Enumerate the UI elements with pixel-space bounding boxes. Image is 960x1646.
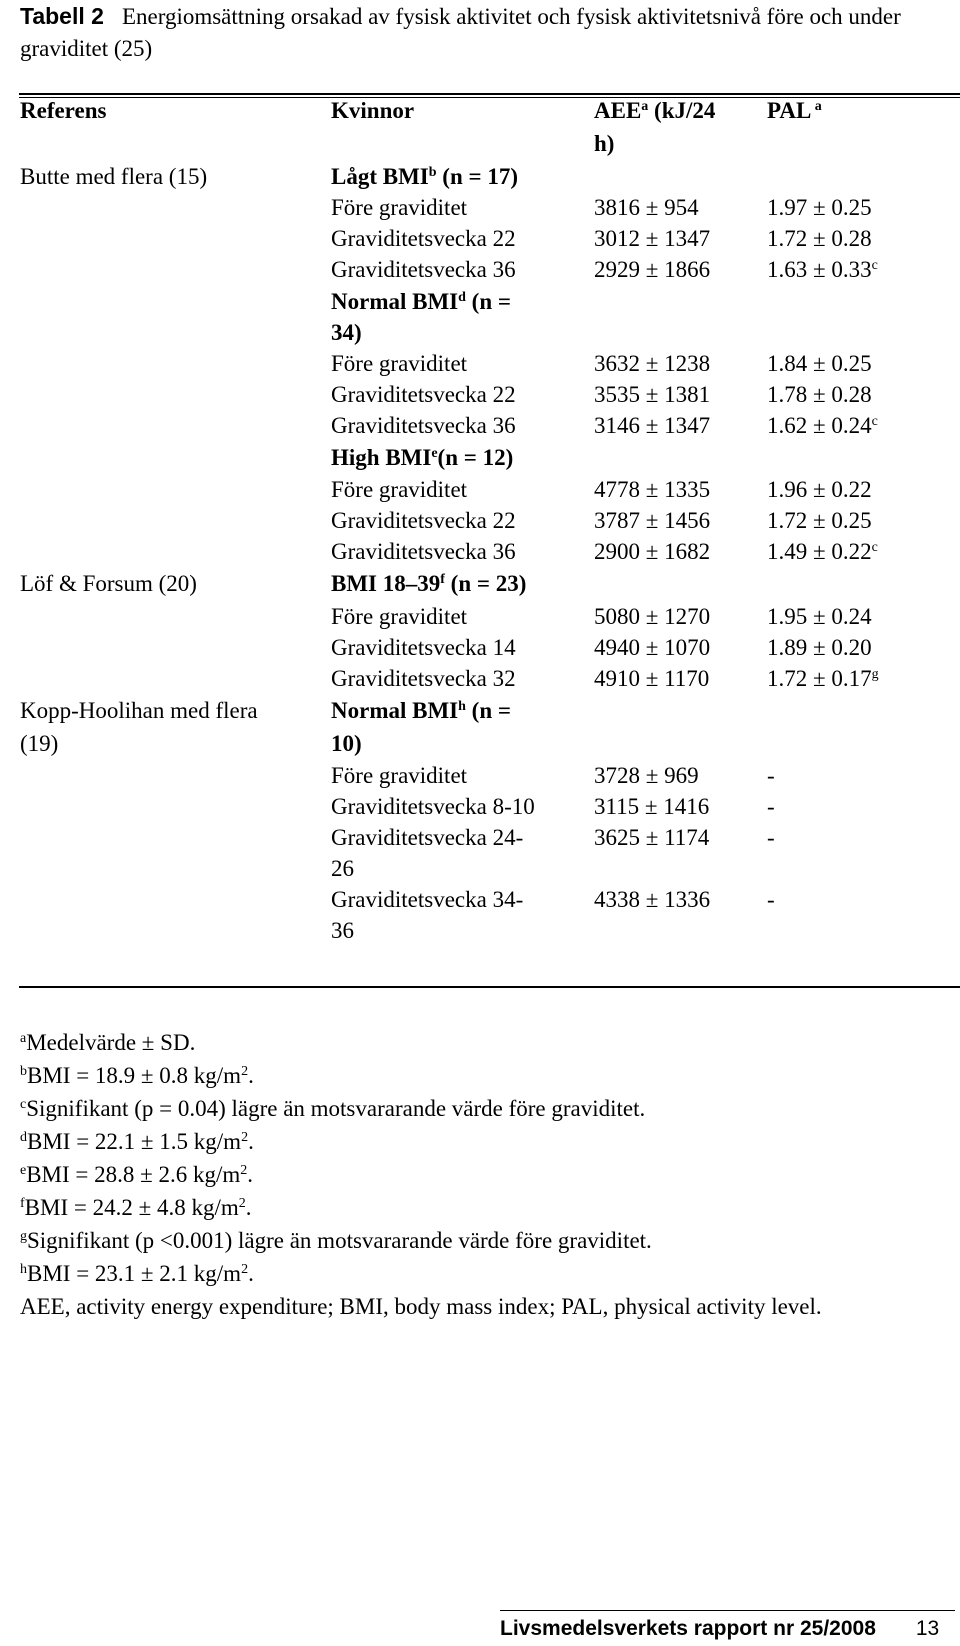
row-pal: - [767, 763, 775, 788]
row-pal: 1.96 ± 0.22 [767, 477, 872, 502]
group-bmi-18-39: BMI 18–39$^f$ (n = 23) [331, 571, 527, 596]
group-high-bmi: High $BMI^e(n = 12)$ [331, 445, 514, 470]
row-aee: 3632 ± 1238 [594, 351, 711, 376]
ref-butte: Butte med flera (15) [20, 164, 208, 189]
row-label: Graviditetsvecka 24- [331, 825, 524, 850]
footnote: $^d$BMI = 22.1 ± 1.5 $kg/m^2$. [20, 1129, 254, 1154]
row-label-line2: 36 [331, 918, 354, 943]
row-label: Graviditetsvecka 22 [331, 226, 516, 251]
footnote: $^g$Signifikant (p <0.001) lägre än motsvararande värde före graviditet. [20, 1228, 652, 1253]
row-aee: 4338 ± 1336 [594, 887, 711, 912]
group-normal-bmi-h: Normal BMI$^h$ (n = [331, 698, 511, 723]
row-aee: 3787 ± 1456 [594, 508, 711, 533]
header-pal: PAL $^a$ [767, 98, 822, 123]
row-label: Graviditetsvecka 36 [331, 257, 516, 282]
row-pal: 1.62 ± 0.24$^c$ [767, 413, 878, 438]
row-pal: 1.63 ± 0.33$^c$ [767, 257, 878, 282]
row-pal: 1.49 ± 0.22$^c$ [767, 539, 878, 564]
row-label: Graviditetsvecka 22 [331, 382, 516, 407]
ref-lof-forsum: Löf & Forsum (20) [20, 571, 197, 596]
footnote: $^h$BMI = 23.1 ± 2.1 $kg/m^2$. [20, 1261, 254, 1286]
row-label: Graviditetsvecka 32 [331, 666, 516, 691]
row-label: Graviditetsvecka 14 [331, 635, 516, 660]
ref-kopp-hoolihan: Kopp-Hoolihan med flera [20, 698, 258, 723]
table-caption [20, 0, 940, 65]
table-footnotes [20, 1026, 950, 1323]
row-aee: 4778 ± 1335 [594, 477, 711, 502]
row-pal: 1.89 ± 0.20 [767, 635, 872, 660]
ref-kopp-hoolihan-line2: (19) [20, 731, 59, 756]
row-label: Före graviditet [331, 604, 468, 629]
row-label: Före graviditet [331, 477, 468, 502]
footnote: $^e$BMI = 28.8 ± 2.6 $kg/m^2$. [20, 1162, 254, 1187]
row-pal: - [767, 825, 775, 850]
footnote: $^b$BMI = 18.9 ± 0.8 $kg/m^2$. [20, 1063, 254, 1088]
group-lagt-bmi: Lågt BMI$^b$ (n = 17) [331, 164, 519, 189]
row-label: Före graviditet [331, 763, 468, 788]
row-pal: 1.84 ± 0.25 [767, 351, 872, 376]
row-label: Graviditetsvecka 36 [331, 539, 516, 564]
row-label: Graviditetsvecka 36 [331, 413, 516, 438]
row-aee: 3625 ± 1174 [594, 825, 710, 850]
abbreviations-note: AEE, activity energy expenditure; BMI, body mass index; PAL, physical activity level. [20, 1294, 822, 1319]
page-number: 13 [915, 1617, 940, 1640]
row-pal: 1.72 ± 0.25 [767, 508, 872, 533]
row-pal: 1.95 ± 0.24 [767, 604, 872, 629]
row-aee: 3728 ± 969 [594, 763, 699, 788]
row-label: Före graviditet [331, 195, 468, 220]
table-number: Tabell 2 [20, 3, 104, 29]
row-label-line2: 26 [331, 856, 354, 881]
row-aee: 4940 ± 1070 [594, 635, 711, 660]
footer-rule [500, 1610, 955, 1611]
table-title: Energiomsättning orsakad av fysisk aktivitet och fysisk aktivitetsnivå före och under graviditet (25) [20, 4, 901, 61]
group-normal-bmi-d: Normal BMI$^d$ (n = [331, 289, 511, 314]
row-label: Graviditetsvecka 8-10 [331, 794, 535, 819]
page-footer [500, 1616, 939, 1641]
row-pal: 1.72 ± 0.17$^g$ [767, 666, 879, 691]
row-pal: 1.78 ± 0.28 [767, 382, 872, 407]
header-aee-unit: h) [594, 131, 615, 156]
row-pal: 1.97 ± 0.25 [767, 195, 872, 220]
footnote: $^f$BMI = 24.2 ± 4.8 $kg/m^2$. [20, 1195, 252, 1220]
row-aee: 3012 ± 1347 [594, 226, 711, 251]
group-normal-bmi-h-line2: 10) [331, 731, 362, 756]
row-pal: 1.72 ± 0.28 [767, 226, 872, 251]
row-aee: 4910 ± 1170 [594, 666, 710, 691]
row-aee: 3816 ± 954 [594, 195, 699, 220]
row-label: Graviditetsvecka 22 [331, 508, 516, 533]
row-pal: - [767, 794, 775, 819]
row-label: Före graviditet [331, 351, 468, 376]
header-aee: AEE$^a$ (kJ/24 [594, 98, 716, 123]
row-label: Graviditetsvecka 34- [331, 887, 524, 912]
row-aee: 3535 ± 1381 [594, 382, 711, 407]
row-aee: 3146 ± 1347 [594, 413, 711, 438]
footnote: $^c$Signifikant (p = 0.04) lägre än motsvararande värde före graviditet. [20, 1096, 646, 1121]
header-referens: Referens [20, 98, 107, 123]
table-bottom-rule [19, 986, 960, 988]
footnote: $^a$Medelvärde ± SD. [20, 1030, 196, 1055]
group-normal-bmi-d-line2: 34) [331, 320, 362, 345]
row-aee: 2929 ± 1866 [594, 257, 711, 282]
row-aee: 5080 ± 1270 [594, 604, 711, 629]
row-aee: 2900 ± 1682 [594, 539, 711, 564]
report-title: Livsmedelsverkets rapport nr 25/2008 [500, 1617, 876, 1640]
row-aee: 3115 ± 1416 [594, 794, 710, 819]
row-pal: - [767, 887, 775, 912]
header-kvinnor: Kvinnor [331, 98, 415, 123]
